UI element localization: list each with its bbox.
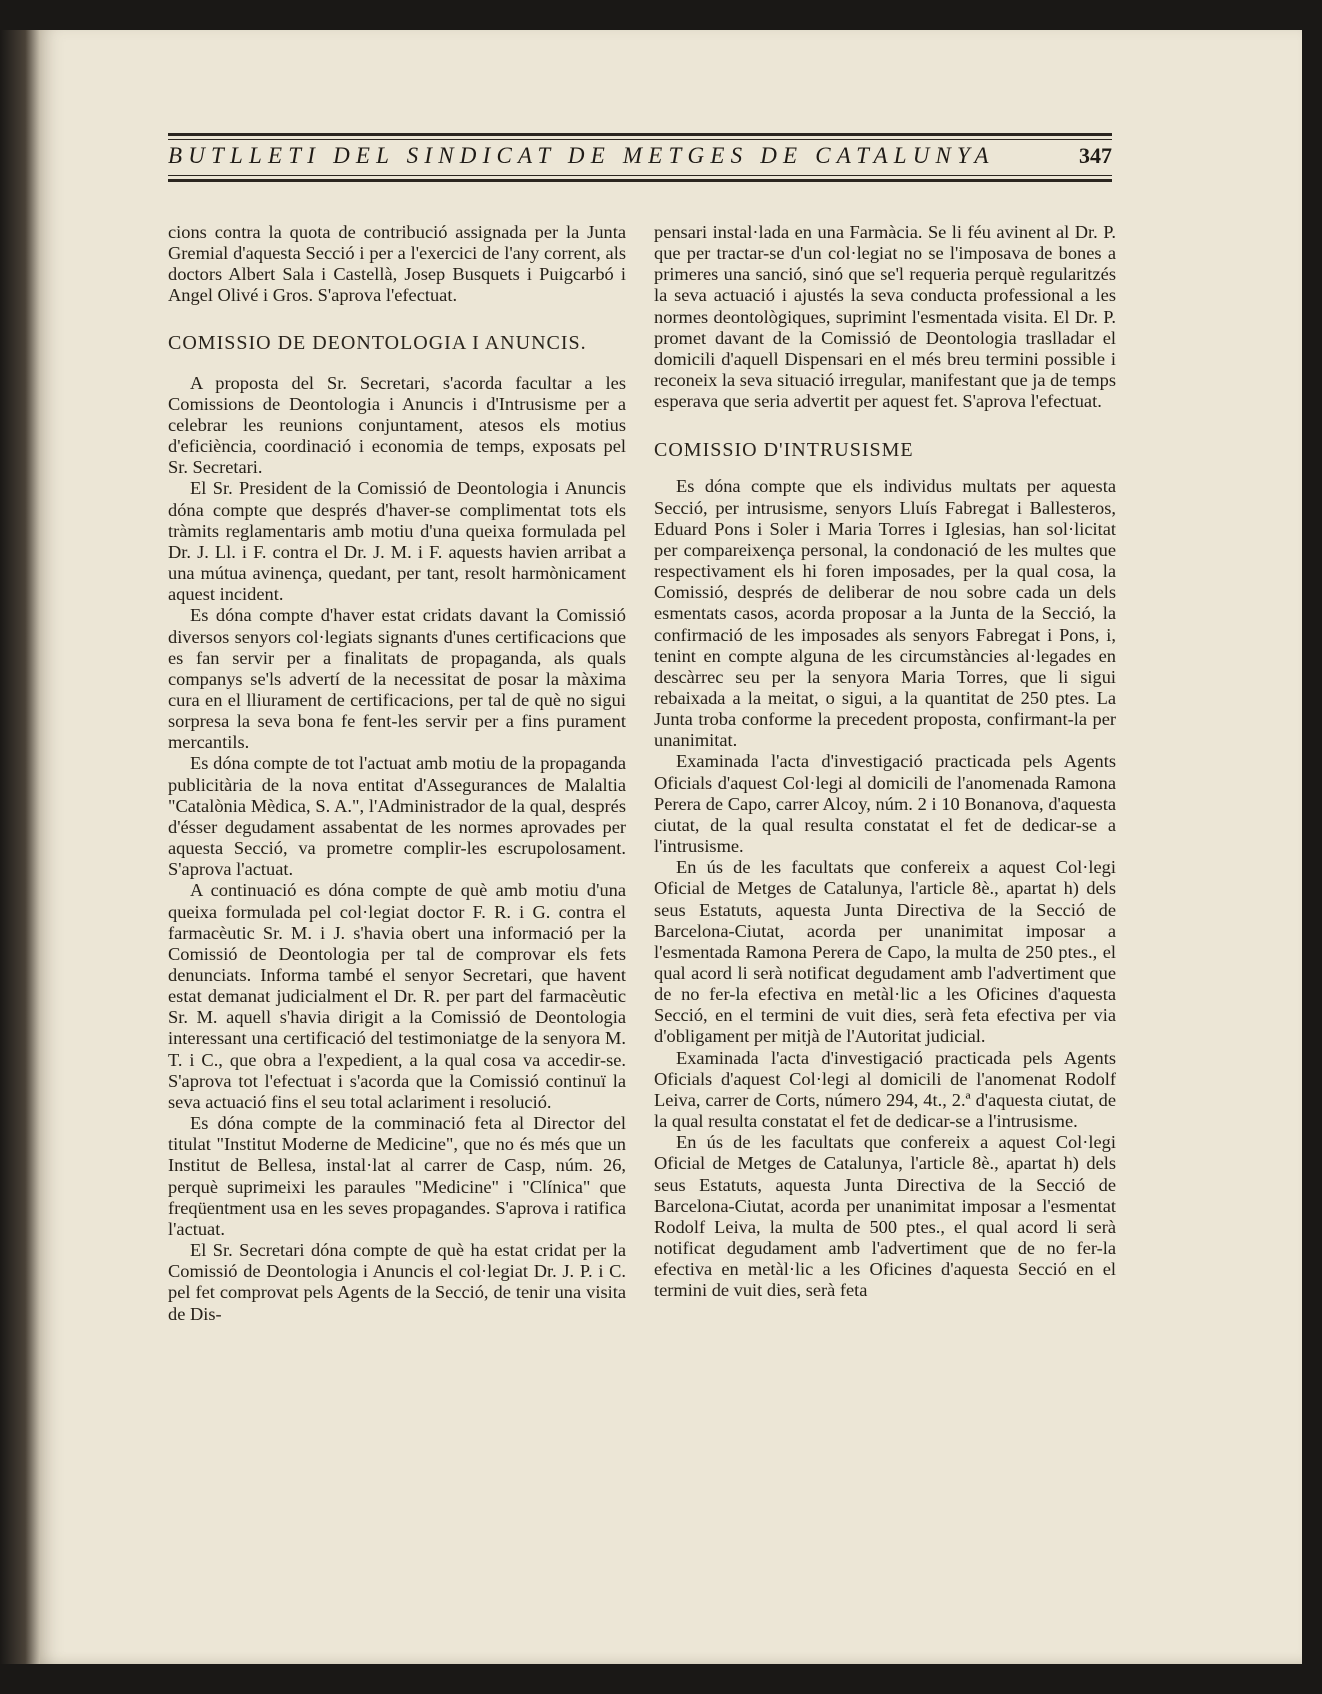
paragraph: pensari instal·lada en una Farmàcia. Se li féu avinent al Dr. P. que per tractar-se d'un col·legiat no se l'imposava de bones a primeres una sanció, sinó que se'l requeria perquè regularitzés la seva actuació i ajustés la seva conducta professional a les normes deontològiques, suprimint l'esmentada visita. El Dr. P. promet davant de la Comissió de Deontologia traslladar el domicili d'aquell Dispensari en el més breu termini possible i reconeix la seva situació irregular, manifestant que ja de temps esperava que seria advertit per aquest fet. S'aprova l'efectuat. xyxy=(654,222,1116,412)
page-number: 347 xyxy=(1079,143,1112,168)
header-bottom-rules xyxy=(168,175,1112,182)
header-top-rules xyxy=(168,133,1112,140)
paragraph: Examinada l'acta d'investigació practicada pels Agents Oficials d'aquest Col·legi al domicili de l'anomenada Ramona Perera de Capo, carrer Alcoy, núm. 2 i 10 Bonanova, d'aquesta ciutat, de la qual resulta constatat el fet de dedicar-se a l'intrusisme. xyxy=(654,751,1116,857)
paragraph: El Sr. President de la Comissió de Deontologia i Anuncis dóna compte que després d'haver-se complimentat tots els tràmits reglamentaris amb motiu d'una queixa formulada pel Dr. J. Ll. i F. contra el Dr. J. M. i F. aquests havien arribat a una mútua avinença, quedant, per tant, resolt harmònicament aquest incident. xyxy=(168,478,626,605)
header-rule-thin xyxy=(168,139,1112,140)
paragraph: Examinada l'acta d'investigació practicada pels Agents Oficials d'aquest Col·legi al domicili de l'anomenat Rodolf Leiva, carrer de Corts, número 294, 4t., 2.ª d'aquesta ciutat, de la qual resulta constatat el fet de dedicar-se a l'intrusisme. xyxy=(654,1047,1116,1132)
header-rule-thick xyxy=(168,179,1112,182)
paragraph: cions contra la quota de contribució assignada per la Junta Gremial d'aquesta Secció i per a l'exercici de l'any corrent, als doctors Albert Sala i Castellà, Josep Busquets i Puigcarbó i Angel Olivé i Gros. S'aprova l'efectuat. xyxy=(168,222,626,306)
section-heading-intrusisme: COMISSIO D'INTRUSISME xyxy=(654,439,914,462)
paragraph: A continuació es dóna compte de què amb motiu d'una queixa formulada pel col·legiat doctor F. R. i G. contra el farmacèutic Sr. M. i J. s'havia obert una informació per la Comissió de Deontologia per tal de comprovar els fets denunciats. Informa també el senyor Secretari, que havent estat demanat judicialment el Dr. R. per part del farmacèutic Sr. M. aquell s'havia dirigit a la Comissió de Deontologia interessant una certificació del testimoniatge de la senyora M. T. i C., que obra a l'expedient, a la qual cosa va accedir-se. S'aprova tot l'efectuat i s'acorda que la Comissió continuï la seva actuació fins el seu total aclariment i resolució. xyxy=(168,880,626,1112)
header-line xyxy=(168,140,1112,175)
journal-title: BUTLLETI DEL SINDICAT DE METGES DE CATALUNYA xyxy=(168,143,995,168)
header-rule-thick xyxy=(168,133,1112,136)
paragraph: En ús de les facultats que confereix a aquest Col·legi Oficial de Metges de Catalunya, l'article 8è., apartat h) dels seus Estatuts, aquesta Junta Directiva de la Secció de Barcelona-Ciutat, acorda per unanimitat imposar a l'esmentat Rodolf Leiva, la multa de 500 ptes., el qual acord li serà notificat degudament amb l'advertiment que de no fer-la efectiva en metàl·lic a les Oficines d'aquesta Secció en el termini de vuit dies, serà feta xyxy=(654,1132,1116,1301)
left-column xyxy=(168,222,626,1325)
right-column xyxy=(654,222,1116,1302)
running-header xyxy=(168,133,1112,182)
paragraph: Es dóna compte que els individus multats per aquesta Secció, per intrusisme, senyors Lluís Fabregat i Ballesteros, Eduard Pons i Soler i Maria Torres i Iglesias, han sol·licitat per compareixença personal, la condonació de les multes que respectivament els hi foren imposades, per la qual cosa, la Comissió, després de deliberar de nou sobre cada un dels esmentats casos, acorda proposar a la Junta de la Secció, la confirmació de les imposades als senyors Fabregat i Pons, i, tenint en compte alguna de les circumstàncies al·legades en descàrrec seu per la senyora Maria Torres, que li sigui rebaixada a la meitat, o sigui, a la quantitat de 250 ptes. La Junta troba conforme la precedent proposta, confirmant-la per unanimitat. xyxy=(654,476,1116,751)
paragraph: A proposta del Sr. Secretari, s'acorda facultar a les Comissions de Deontologia i Anuncis i d'Intrusisme per a celebrar les reunions conjuntament, atesos els motius d'eficiència, coordinació i economia de temps, exposats pel Sr. Secretari. xyxy=(168,372,626,478)
paragraph: Es dóna compte d'haver estat cridats davant la Comissió diversos senyors col·legiats signants d'unes certificacions que es fan servir per a finalitats de propaganda, als quals companys se'ls advertí de la necessitat de posar la màxima cura en el lliurament de certificacions, per tal de què no sigui sorpresa la seva bona fe fent-les servir per a fins purament mercantils. xyxy=(168,605,626,753)
paragraph: Es dóna compte de la comminació feta al Director del titulat "Institut Moderne de Medicine", que no és més que un Institut de Bellesa, instal·lat al carrer de Casp, núm. 26, perquè suprimeixi les paraules "Medicine" i "Clínica" que freqüentment usa en les seves propagandes. S'aprova i ratifica l'actuat. xyxy=(168,1113,626,1239)
paragraph: Es dóna compte de tot l'actuat amb motiu de la propaganda publicitària de la nova entitat d'Assegurances de Malaltia "Catalònia Mèdica, S. A.", l'Administrador de la qual, després d'ésser degudament assabentat de les normes aprovades per aquesta Secció, va prometre complir-les escrupolosament. S'aprova l'actuat. xyxy=(168,753,626,880)
section-heading-deontologia: COMISSIO DE DEONTOLOGIA I ANUNCIS. xyxy=(168,331,587,354)
paragraph: En ús de les facultats que confereix a aquest Col·legi Oficial de Metges de Catalunya, l'article 8è., apartat h) dels seus Estatuts, aquesta Junta Directiva de la Secció de Barcelona-Ciutat, acorda per unanimitat imposar a l'esmentada Ramona Perera de Capo, la multa de 250 ptes., el qual acord li serà notificat degudament amb l'advertiment que de no fer-la efectiva en metàl·lic a les Oficines d'aquesta Secció, en el termini de vuit dies, serà feta efectiva per via d'obligament per mitjà de l'Autoritat judicial. xyxy=(654,857,1116,1047)
binding-shadow xyxy=(0,30,42,1664)
paragraph: El Sr. Secretari dóna compte de què ha estat cridat per la Comissió de Deontologia i Anuncis el col·legiat Dr. J. P. i C. pel fet comprovat pels Agents de la Secció, de tenir una visita de Dis- xyxy=(168,1240,626,1324)
header-rule-thin xyxy=(168,175,1112,176)
